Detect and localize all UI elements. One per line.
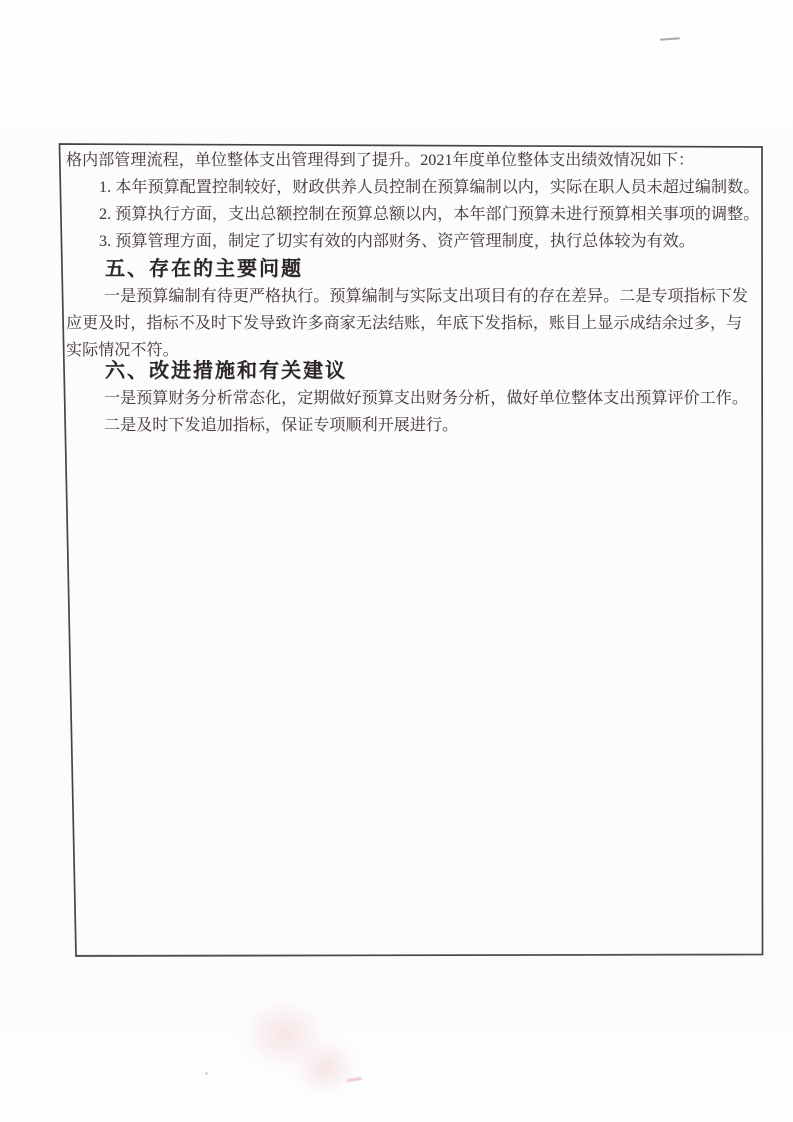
paragraph-line: 一是预算编制有待更严格执行。预算编制与实际支出项目有的存在差异。二是专项指标下发: [104, 288, 749, 305]
section-heading-5: 五、存在的主要问题: [105, 258, 303, 280]
list-item-1: 1. 本年预算配置控制较好，财政供养人员控制在预算编制以内，实际在职人员未超过编制数。: [99, 179, 760, 196]
paragraph-line: 实际情况不符。: [66, 342, 179, 359]
section-heading-6: 六、改进措施和有关建议: [105, 360, 347, 382]
pen-mark-artifact: [660, 37, 680, 40]
list-item-3: 3. 预算管理方面，制定了切实有效的内部财务、资产管理制度，执行总体较为有效。: [99, 233, 695, 250]
text-line-continuation: 格内部管理流程，单位整体支出管理得到了提升。2021年度单位整体支出绩效情况如下：: [66, 152, 695, 169]
list-item-2: 2. 预算执行方面，支出总额控制在预算总额以内，本年部门预算未进行预算相关事项的调整。: [99, 206, 760, 223]
paragraph-line: 应更及时，指标不及时下发导致许多商家无法结账，年底下发指标，账目上显示成结余过多，与: [66, 315, 743, 332]
pink-smudge-artifact: [292, 1038, 358, 1096]
speck-artifact: [205, 1072, 208, 1075]
paragraph-line: 一是预算财务分析常态化，定期做好预算支出财务分析，做好单位整体支出预算评价工作。: [104, 390, 749, 407]
paragraph-line: 二是及时下发追加指标，保证专项顺利开展进行。: [104, 417, 459, 434]
document-text-column: [66, 147, 758, 439]
